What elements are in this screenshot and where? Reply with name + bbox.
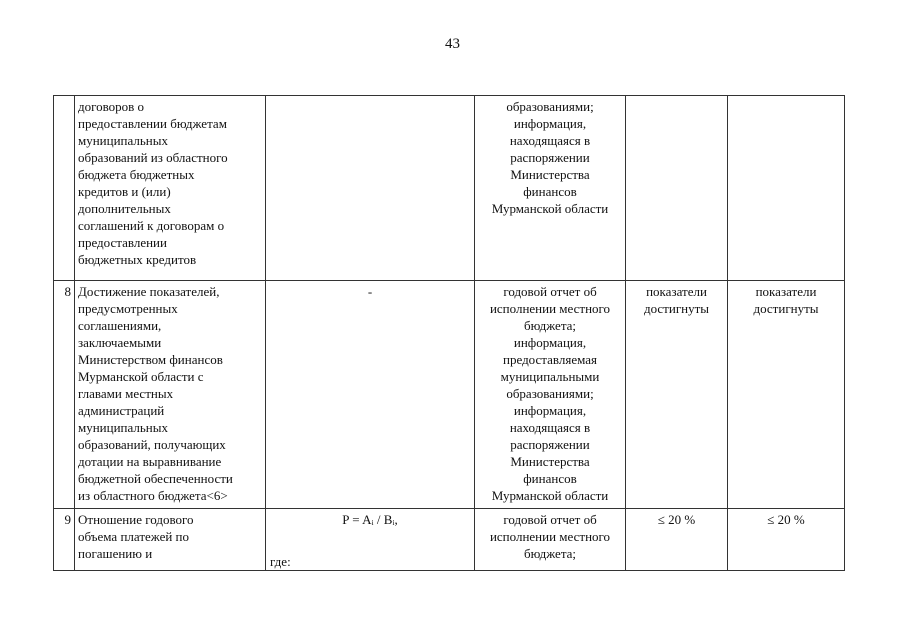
source-cell <box>475 281 626 509</box>
text-line: Отношение годового <box>78 512 194 527</box>
text-line: годовой отчет об <box>503 512 597 527</box>
text-line: достигнуты <box>753 301 819 316</box>
text-line: образованиями; <box>506 99 594 114</box>
text-line: находящаяся в <box>509 420 591 435</box>
formula-cell: - <box>266 281 475 509</box>
value-cell-1 <box>626 281 728 509</box>
text-line: исполнении местного <box>489 301 611 316</box>
text-line: погашению и <box>78 546 153 561</box>
text-line: ≤ 20 % <box>767 512 805 527</box>
text-line: главами местных <box>78 386 174 401</box>
text-line: дотации на выравнивание <box>78 454 222 469</box>
text-line: заключаемыми <box>78 335 162 350</box>
text-line: показатели <box>646 284 707 299</box>
text-line: бюджетных кредитов <box>78 252 197 267</box>
text-line: информация, <box>513 116 587 131</box>
text-line: соглашениями, <box>78 318 162 333</box>
text-line: муниципальными <box>500 369 600 384</box>
text-line: распоряжении <box>510 150 590 165</box>
text-line: муниципальных <box>78 420 169 435</box>
text-line: договоров о <box>78 99 145 114</box>
value-cell-2 <box>728 509 845 571</box>
text-line: предоставляемая <box>503 352 597 367</box>
text-line: информация, <box>513 335 587 350</box>
text-line: достигнуты <box>643 301 710 316</box>
row-number-cell <box>54 96 75 281</box>
text-line: находящаяся в <box>509 133 591 148</box>
text-line: показатели <box>755 284 817 299</box>
text-line: распоряжении <box>510 437 590 452</box>
table-body <box>54 96 845 571</box>
indicator-name-cell <box>75 96 266 281</box>
text-line: Мурманской области <box>491 201 609 216</box>
source-cell <box>475 509 626 571</box>
value-cell-1 <box>626 509 728 571</box>
value-cell-2 <box>728 96 845 281</box>
text-line: финансов <box>523 471 577 486</box>
text-line: годовой отчет об <box>503 284 597 299</box>
table-row <box>54 96 845 281</box>
criteria-table <box>53 95 845 571</box>
text-line: образований, получающих <box>78 437 226 452</box>
text-line: муниципальных <box>78 133 169 148</box>
text-line: предоставлении <box>78 235 167 250</box>
formula-where-label: где: <box>270 554 291 569</box>
text-line: образований из областного <box>78 150 228 165</box>
value-cell-2 <box>728 281 845 509</box>
text-line: бюджета; <box>523 546 577 561</box>
text-line: бюджета; <box>523 318 577 333</box>
text-line: Министерства <box>510 167 590 182</box>
text-line: предоставлении бюджетам <box>78 116 227 131</box>
formula-text: P = Aᵢ / Bᵢ, <box>342 512 398 527</box>
formula-cell <box>266 96 475 281</box>
text-line: соглашений к договорам о <box>78 218 225 233</box>
text-line: исполнении местного <box>489 529 611 544</box>
indicator-name-cell <box>75 509 266 571</box>
indicator-name-cell <box>75 281 266 509</box>
row-number-cell: 8 <box>54 281 75 509</box>
source-cell <box>475 96 626 281</box>
table-row <box>54 281 845 509</box>
text-line: Министерства <box>510 454 590 469</box>
text-line: Мурманской области <box>491 488 609 503</box>
text-line: информация, <box>513 403 587 418</box>
value-cell-1 <box>626 96 728 281</box>
text-line: администраций <box>78 403 165 418</box>
page-number: 43 <box>445 36 460 52</box>
text-line: предусмотренных <box>78 301 178 316</box>
text-line: финансов <box>523 184 577 199</box>
text-line: бюджетной обеспеченности <box>78 471 233 486</box>
text-line: кредитов и (или) <box>78 184 171 199</box>
formula-cell <box>266 509 475 571</box>
text-line: дополнительных <box>78 201 171 216</box>
text-line: Мурманской области с <box>78 369 204 384</box>
text-line: образованиями; <box>506 386 594 401</box>
text-line: из областного бюджета<6> <box>78 488 228 503</box>
text-line: объема платежей по <box>78 529 190 544</box>
table-row <box>54 509 845 571</box>
text-line: бюджета бюджетных <box>78 167 195 182</box>
row-number-cell: 9 <box>54 509 75 571</box>
text-line: Достижение показателей, <box>78 284 220 299</box>
text-line: ≤ 20 % <box>657 512 696 527</box>
text-line: Министерством финансов <box>78 352 223 367</box>
